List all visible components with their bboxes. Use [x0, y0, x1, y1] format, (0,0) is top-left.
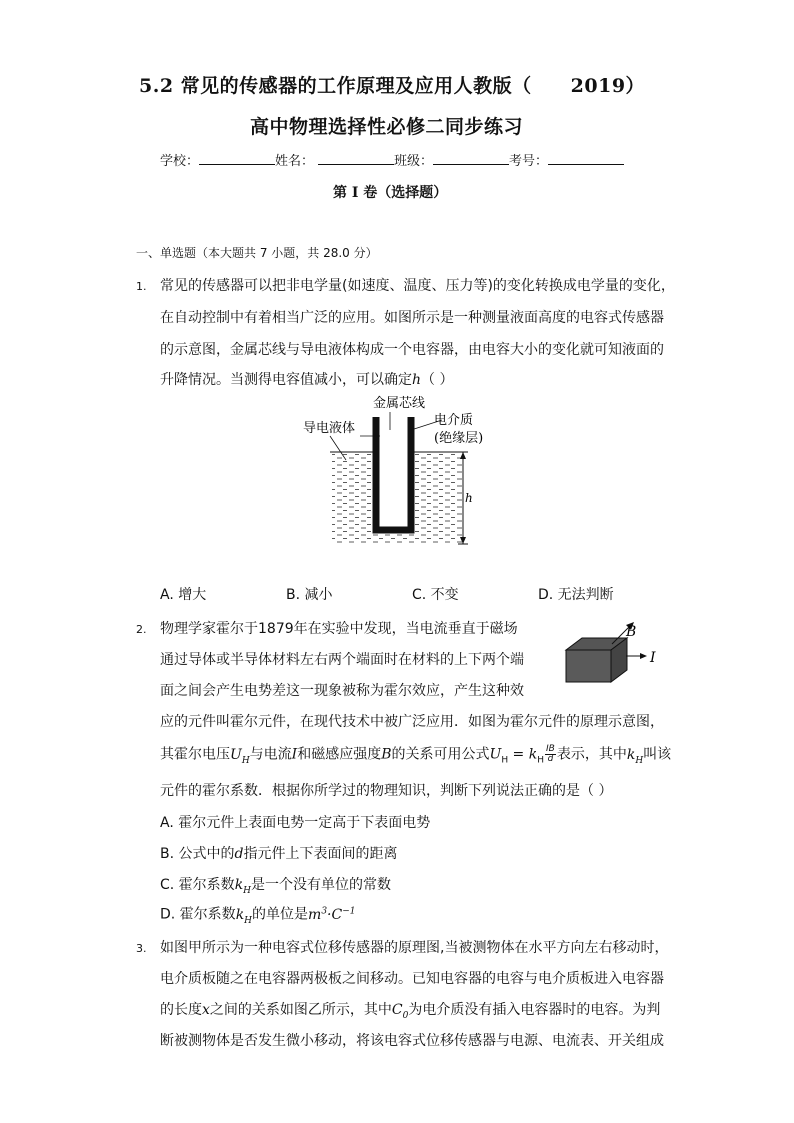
q2-line-2: 通过导体或半导体材料左右两个端面时在材料的上下两个端 — [160, 652, 524, 668]
q2-option-d[interactable]: D. 霍尔系数$k_H$的单位是$m^3\cdot C^{-1}$ — [160, 906, 356, 926]
q2-line-4: 应的元件叫霍尔元件，在现代技术中被广泛应用．如图为霍尔元件的原理示意图， — [160, 714, 664, 730]
core-label: 金属芯线 — [373, 396, 426, 411]
school-label: 学校： — [160, 154, 200, 169]
q2-line-6: 元件的霍尔系数．根据你所学过的物理知识，判断下列说法正确的是（ ） — [160, 783, 613, 799]
dielectric-label: 电介质 — [434, 413, 474, 428]
q3-line-1: 如图甲所示为一种电容式位移传感器的原理图,当被测物体在水平方向左右移动时， — [160, 940, 669, 956]
q2-option-b[interactable]: B. 公式中的d指元件上下表面间的距离 — [160, 846, 398, 862]
q1-var-h: h — [412, 372, 422, 388]
q1-option-a[interactable]: A. 增大 — [160, 587, 207, 603]
section-title: 第 I 卷（选择题） — [333, 185, 448, 201]
metal-core — [379, 417, 408, 527]
q3-line-3: 的长度x之间的关系如图乙所示，其中$C_0$为电介质没有插入电容器时的电容。为判 — [160, 1002, 661, 1021]
class-field[interactable] — [433, 152, 509, 165]
q1-paren: （ ） — [421, 372, 454, 388]
q1-option-d[interactable]: D. 无法判断 — [538, 587, 614, 603]
number-field[interactable] — [548, 152, 624, 165]
q2-line-1: 物理学家霍尔于1879年在实验中发现，当电流垂直于磁场 — [160, 621, 518, 637]
number-label: 考号： — [509, 154, 549, 169]
part-heading: 一、单选题（本大题共 7 小题，共 28.0 分） — [136, 246, 378, 260]
doc-title-line2: 高中物理选择性必修二同步练习 — [250, 116, 524, 138]
q2-option-c[interactable]: C. 霍尔系数$k_H$是一个没有单位的常数 — [160, 877, 392, 896]
doc-title-line1: 5.2 常见的传感器的工作原理及应用人教版（ 2019） — [139, 75, 646, 97]
liquid-label: 导电液体 — [303, 421, 356, 436]
q1-line-3: 的示意图，金属芯线与导电液体构成一个电容器，由电容大小的变化就可知液面的 — [160, 342, 664, 358]
i-arrow-head — [640, 653, 647, 659]
class-label: 班级： — [394, 154, 434, 169]
q3-line-4: 断被测物体是否发生微小移动，将该电容式位移传感器与电源、电流表、开关组成 — [160, 1033, 664, 1049]
student-info-line — [160, 152, 624, 168]
name-field[interactable] — [318, 152, 394, 165]
q1-line-4: 升降情况。当测得电容值减小，可以确定h（ ） — [160, 372, 454, 388]
hall-block-front — [566, 650, 611, 682]
q3-number: 3. — [136, 942, 147, 955]
b-label: B — [626, 624, 637, 640]
insulation-label: (绝缘层) — [434, 431, 484, 446]
school-field[interactable] — [199, 152, 275, 165]
q1-option-b[interactable]: B. 减小 — [286, 587, 333, 603]
capacitive-sensor-figure — [300, 392, 500, 550]
q1-number: 1. — [136, 280, 147, 293]
i-label: I — [650, 650, 656, 666]
q3-line-2: 电介质板随之在电容器两极板之间移动。已知电容器的电容与电介质板进入电容器 — [160, 971, 664, 987]
q2-option-a[interactable]: A. 霍尔元件上表面电势一定高于下表面电势 — [160, 815, 431, 831]
q1-option-c[interactable]: C. 不变 — [412, 587, 459, 603]
q2-number: 2. — [136, 623, 147, 636]
h-label: h — [465, 491, 473, 505]
q1-line-1: 常见的传感器可以把非电学量(如速度、温度、压力等)的变化转换成电学量的变化， — [160, 278, 675, 294]
q1-line-2: 在自动控制中有着相当广泛的应用。如图所示是一种测量液面高度的电容式传感器 — [160, 310, 664, 326]
q2-line-5: 其霍尔电压$U_H$与电流I和磁感应强度B的关系可用公式$U_H = k_H$ $\frac{IB}{d}$ 表示，其中$k_H$叫该 — [160, 744, 672, 766]
name-label: 姓名： — [275, 154, 315, 169]
hall-element-figure — [560, 620, 670, 692]
q2-line-3: 面之间会产生电势差这一现象被称为霍尔效应，产生这种效 — [160, 683, 524, 699]
